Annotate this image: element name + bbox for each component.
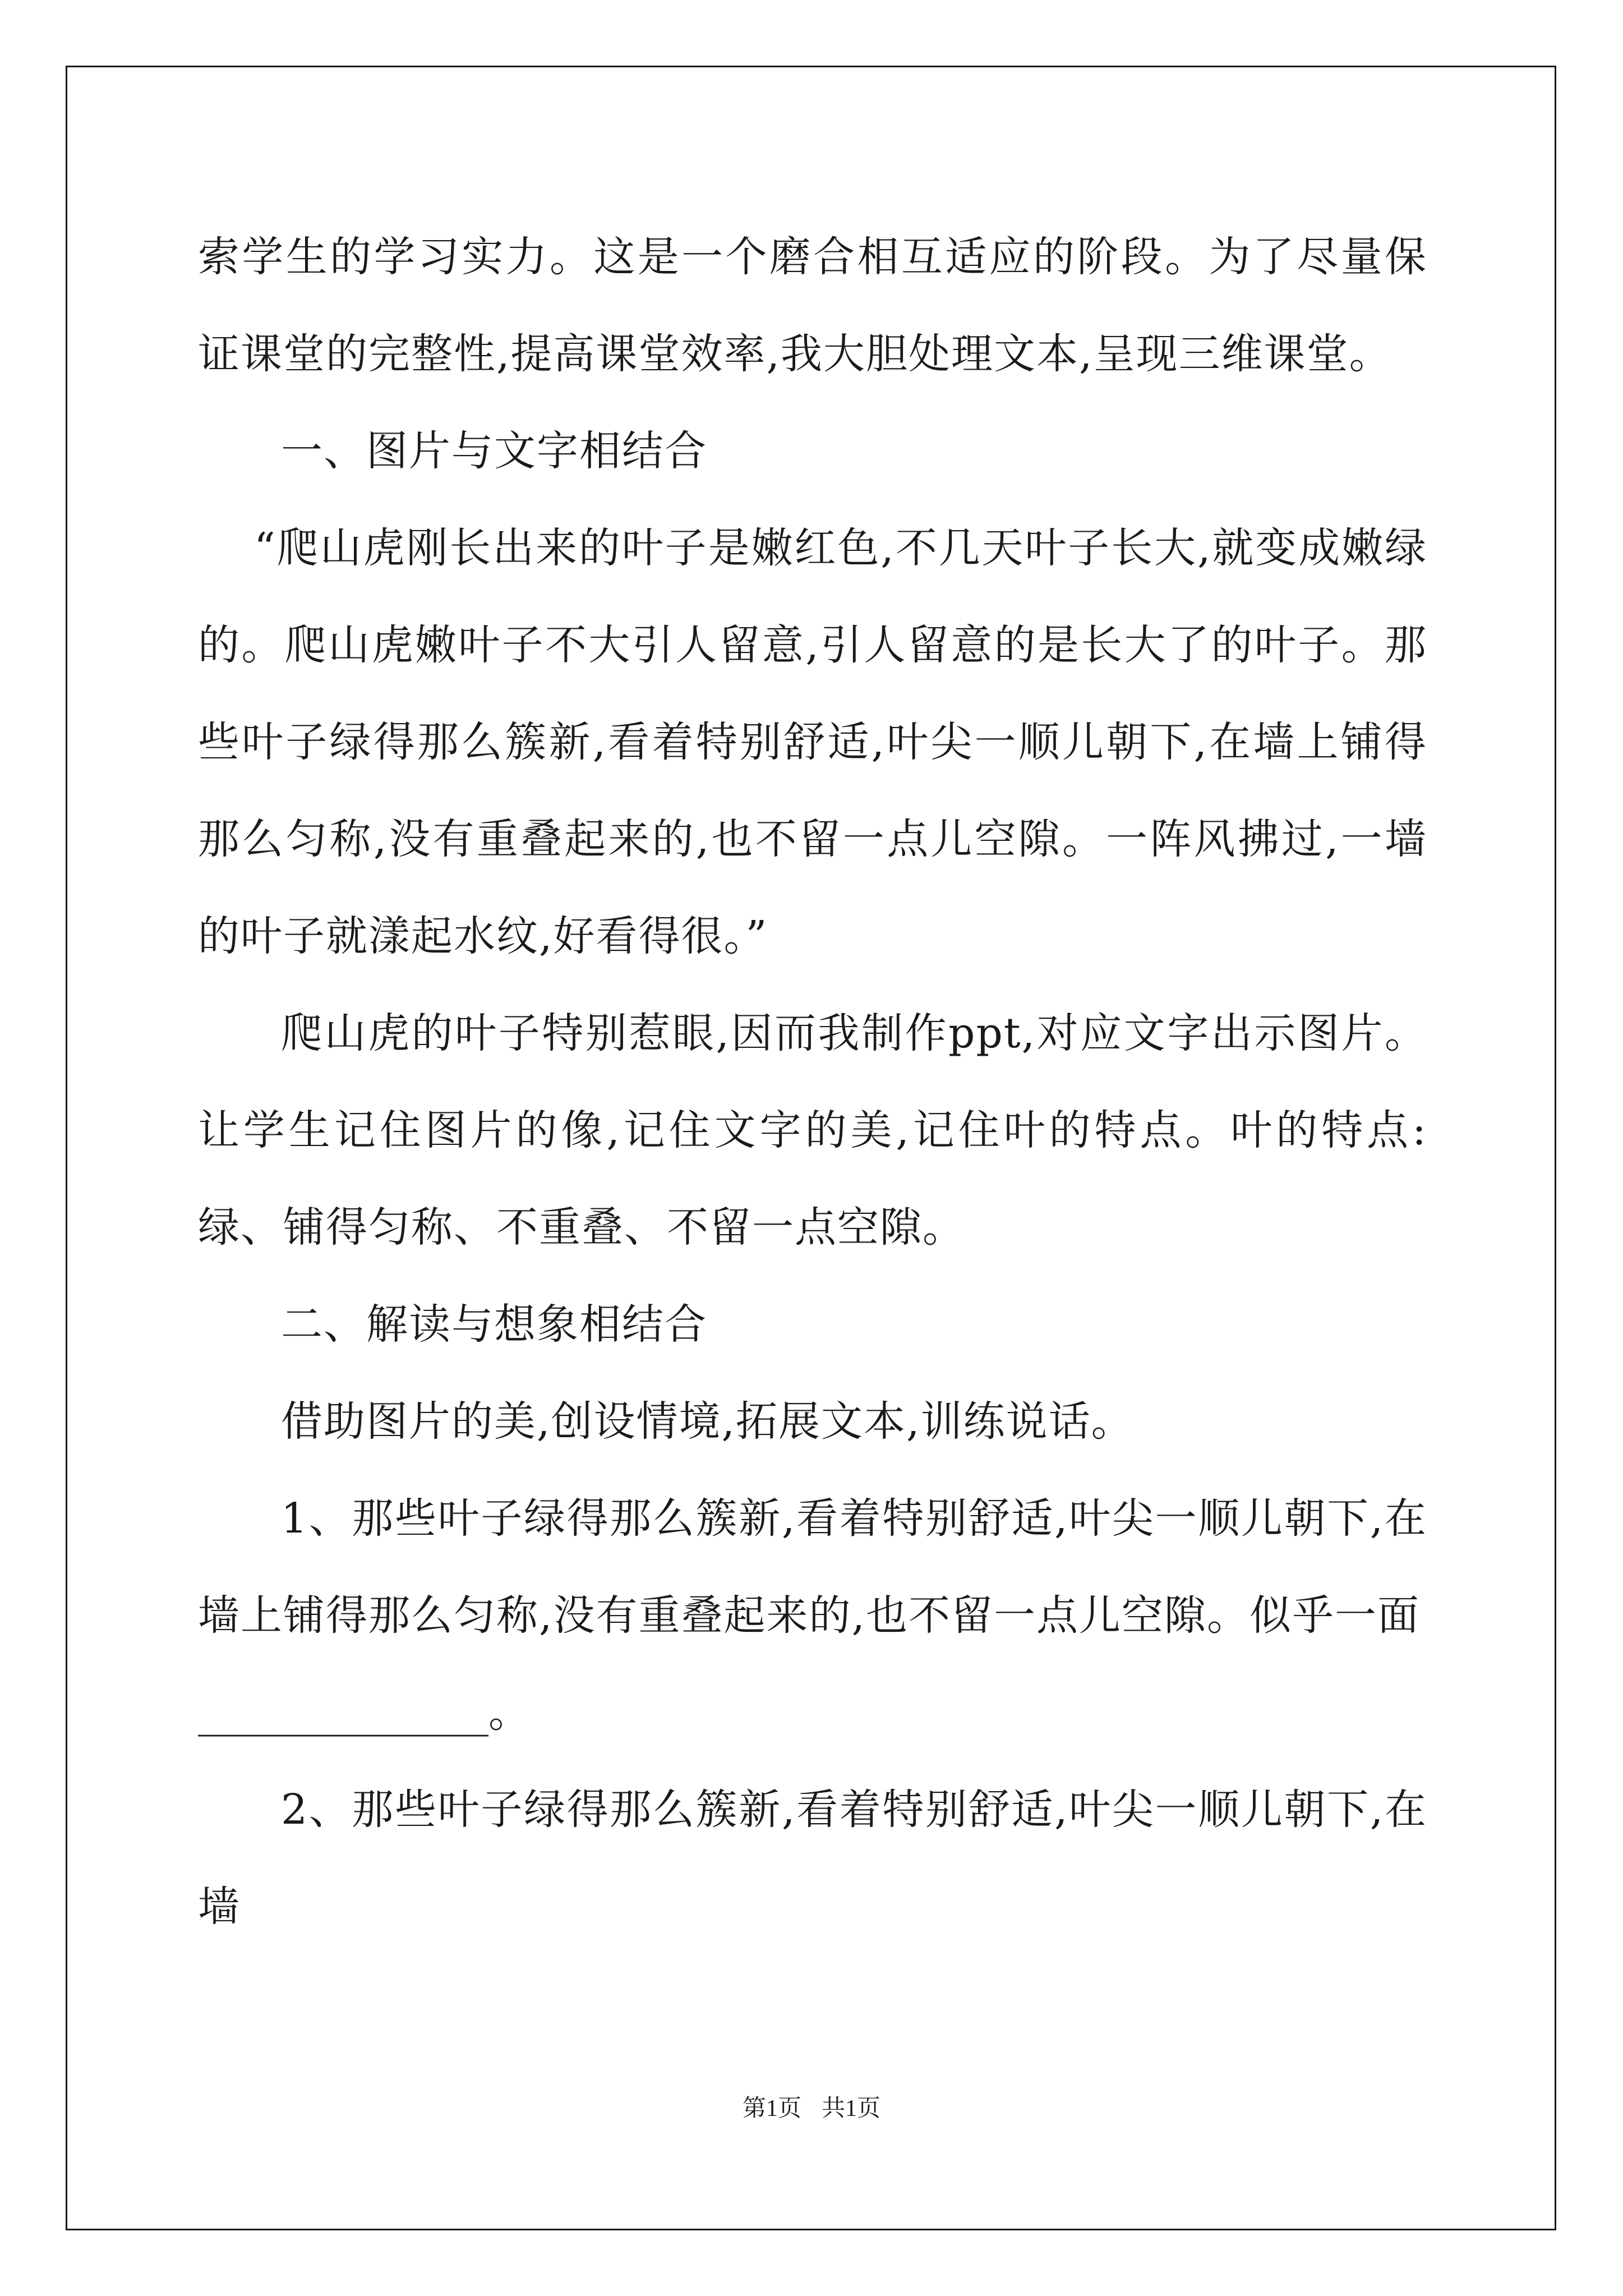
- page-number: 第1页: [742, 2096, 801, 2122]
- paragraph-leaf-features: 爬山虎的叶子特别惹眼,因而我制作ppt,对应文字出示图片。让学生记住图片的像,记住文字的美,记住叶的特点。叶的特点:绿、铺得匀称、不重叠、不留一点空隙。: [198, 1009, 1427, 1251]
- page-footer: [0, 2092, 1623, 2125]
- exercise-item-1: 1、那些叶子绿得那么簇新,看着特别舒适,叶尖一顺儿朝下,在墙上铺得那么匀称,没有重叠起来的,也不留一点儿空隙。似乎一面: [198, 1494, 1427, 1640]
- page-total: 共1页: [822, 2096, 881, 2122]
- exercise-item-2: 2、那些叶子绿得那么簇新,看着特别舒适,叶尖一顺儿朝下,在墙: [198, 1786, 1427, 1931]
- fill-in-blank-line: ______________。: [198, 1688, 530, 1737]
- heading-section-two: 二、解读与想象相结合: [281, 1300, 707, 1349]
- paragraph-intro: 索学生的学习实力。这是一个磨合相互适应的阶段。为了尽量保证课堂的完整性,提高课堂效率,我大胆处理文本,呈现三维课堂。: [198, 233, 1427, 378]
- paragraph-method: 借助图片的美,创设情境,拓展文本,训练说话。: [281, 1397, 1134, 1446]
- heading-section-one: 一、图片与文字相结合: [281, 427, 707, 475]
- document-body: [198, 209, 1427, 1955]
- quoted-passage: “爬山虎刚长出来的叶子是嫩红色,不几天叶子长大,就变成嫩绿的。爬山虎嫩叶子不大引人留意,引人留意的是长大了的叶子。那些叶子绿得那么簇新,看着特别舒适,叶尖一顺儿朝下,在墙上铺得那么匀称,没有重叠起来的,也不留一点儿空隙。一阵风拂过,一墙的叶子就漾起水纹,好看得很。”: [198, 524, 1427, 960]
